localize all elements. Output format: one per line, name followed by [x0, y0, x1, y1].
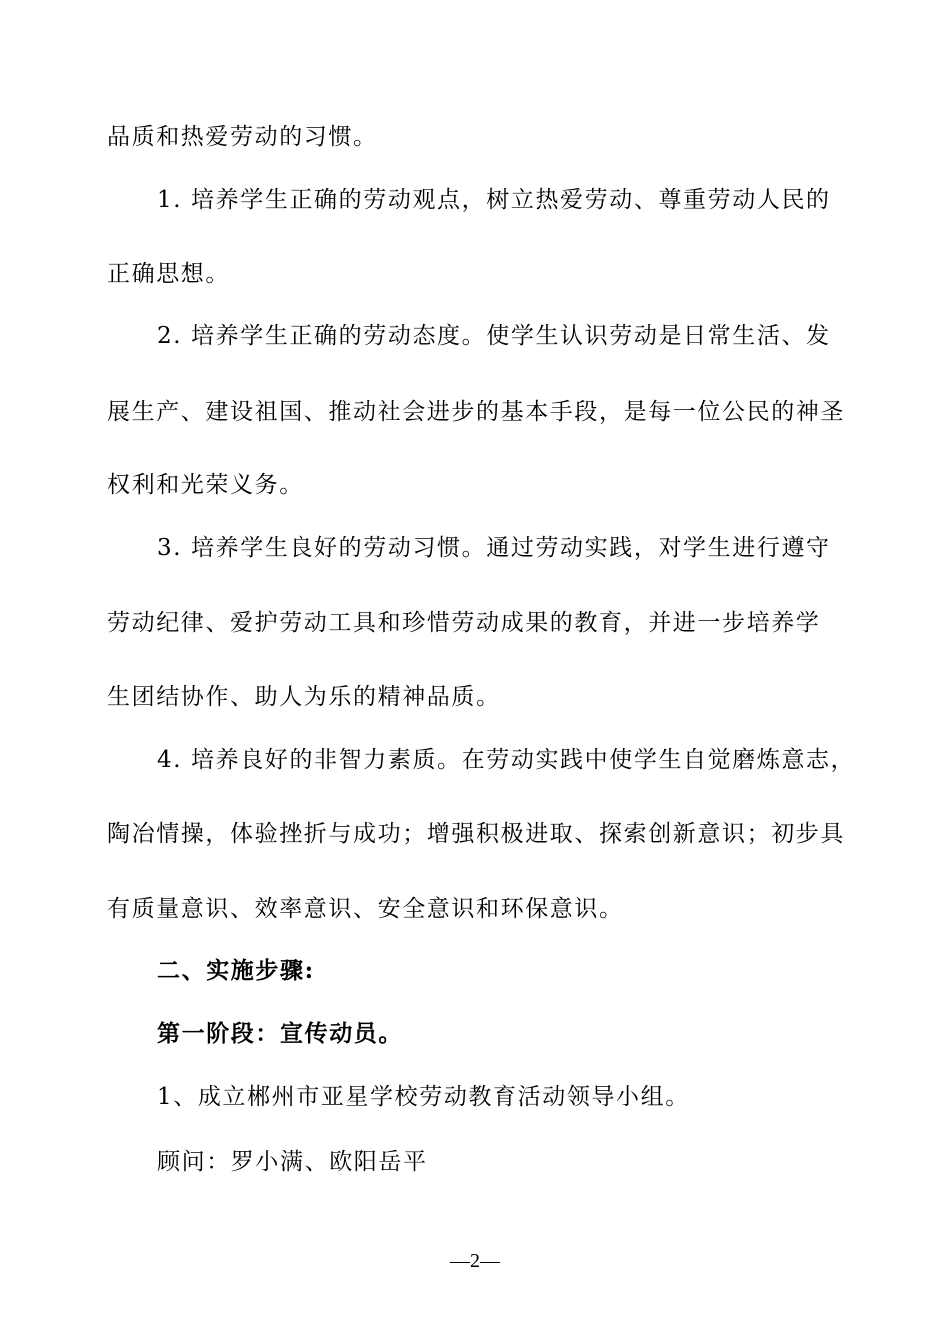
paragraph-line: 有质量意识、效率意识、安全意识和环保意识。 — [107, 896, 624, 922]
paragraph-line: 顾问：罗小满、欧阳岳平 — [157, 1149, 428, 1175]
paragraph-line: 陶冶情操，体验挫折与成功；增强积极进取、探索创新意识；初步具 — [107, 821, 845, 847]
paragraph-line: 3. 培养学生良好的劳动习惯。通过劳动实践，对学生进行遵守 — [157, 535, 831, 561]
section-heading: 二、实施步骤: — [157, 957, 315, 984]
paragraph-line: 1、成立郴州市亚星学校劳动教育活动领导小组。 — [157, 1084, 690, 1110]
paragraph-line: 权利和光荣义务。 — [107, 472, 304, 498]
paragraph-line: 1. 培养学生正确的劳动观点，树立热爱劳动、尊重劳动人民的 — [157, 187, 831, 213]
paragraph-line: 展生产、建设祖国、推动社会进步的基本手段，是每一位公民的神圣 — [107, 399, 845, 425]
paragraph-line: 品质和热爱劳动的习惯。 — [107, 124, 378, 150]
page-number: —2— — [450, 1250, 500, 1272]
paragraph-line: 正确思想。 — [107, 261, 230, 287]
paragraph-line: 4. 培养良好的非智力素质。在劳动实践中使学生自觉磨炼意志， — [157, 747, 856, 773]
stage-heading: 第一阶段：宣传动员。 — [157, 1020, 403, 1047]
paragraph-line: 2. 培养学生正确的劳动态度。使学生认识劳动是日常生活、发 — [157, 323, 831, 349]
paragraph-line: 劳动纪律、爱护劳动工具和珍惜劳动成果的教育，并进一步培养学 — [107, 610, 821, 636]
paragraph-line: 生团结协作、助人为乐的精神品质。 — [107, 684, 501, 710]
